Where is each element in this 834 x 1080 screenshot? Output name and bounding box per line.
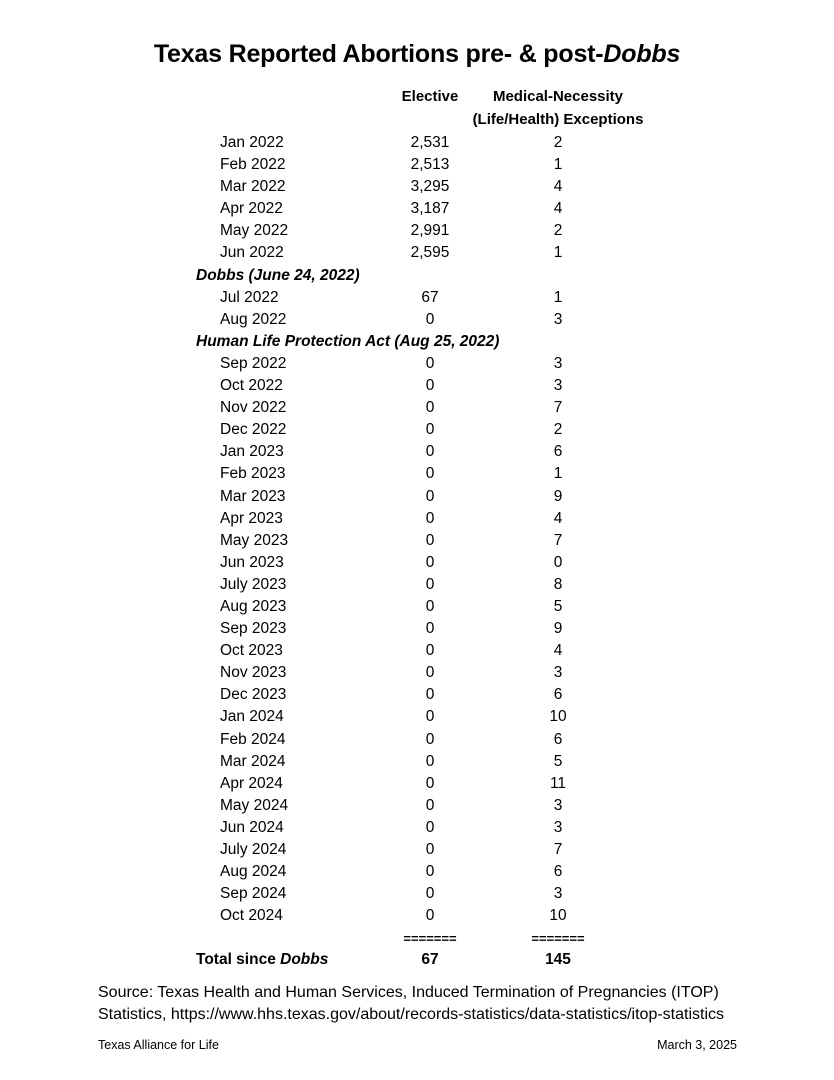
- month-cell: Nov 2022: [220, 399, 287, 417]
- month-cell: Jun 2023: [220, 553, 284, 571]
- month-cell: Feb 2022: [220, 156, 286, 174]
- column-header-exceptions-line2: (Life/Health) Exceptions: [472, 111, 644, 128]
- exceptions-cell: 10: [549, 907, 567, 925]
- elective-cell: 0: [425, 597, 435, 615]
- exceptions-cell: 1: [553, 465, 563, 483]
- elective-cell: 0: [425, 575, 435, 593]
- exceptions-cell: 3: [553, 818, 563, 836]
- month-cell: May 2023: [220, 531, 289, 549]
- source-line-1: Source: Texas Health and Human Services, Induced Termination of Pregnancies (ITOP): [98, 984, 719, 1001]
- table-row: [0, 375, 834, 397]
- elective-cell: 0: [425, 708, 435, 726]
- month-cell: Mar 2023: [220, 487, 286, 505]
- month-cell: Sep 2024: [220, 885, 287, 903]
- exceptions-cell: 5: [553, 597, 563, 615]
- table-row: [0, 618, 834, 640]
- table-row: [0, 662, 834, 684]
- table-row: [0, 883, 834, 905]
- table-row: [0, 905, 834, 927]
- elective-cell: 0: [425, 443, 435, 461]
- month-cell: Aug 2022: [220, 310, 287, 328]
- total-label-text: Total since: [196, 951, 281, 968]
- exceptions-cell: 6: [553, 443, 563, 461]
- footer-organization: Texas Alliance for Life: [98, 1038, 219, 1052]
- page-title: [0, 40, 834, 69]
- table-row: [0, 220, 834, 242]
- month-cell: May 2024: [220, 796, 289, 814]
- section-note: [0, 331, 834, 353]
- column-header-elective: Elective: [401, 88, 459, 105]
- month-cell: Apr 2022: [220, 200, 283, 218]
- source-citation: [98, 982, 818, 1026]
- exceptions-cell: 4: [553, 200, 563, 218]
- section-note-text: Dobbs (June 24, 2022): [196, 266, 360, 284]
- month-cell: Oct 2023: [220, 642, 283, 660]
- elective-cell: 0: [425, 863, 435, 881]
- month-cell: Oct 2024: [220, 907, 283, 925]
- exceptions-cell: 2: [553, 222, 563, 240]
- month-cell: Feb 2024: [220, 730, 286, 748]
- elective-cell: 0: [425, 421, 435, 439]
- elective-cell: 0: [425, 774, 435, 792]
- elective-cell: 0: [425, 553, 435, 571]
- month-cell: Dec 2023: [220, 686, 287, 704]
- exceptions-cell: 3: [553, 796, 563, 814]
- elective-cell: 3,295: [410, 178, 450, 196]
- table-row: [0, 530, 834, 552]
- elective-cell: 0: [425, 818, 435, 836]
- table-row: [0, 132, 834, 154]
- title-italic-text: Dobbs: [603, 40, 681, 68]
- column-header-exceptions-line1: Medical-Necessity: [492, 88, 624, 105]
- exceptions-cell: 4: [553, 178, 563, 196]
- month-cell: Apr 2024: [220, 774, 283, 792]
- month-cell: Aug 2023: [220, 597, 287, 615]
- table-row: [0, 154, 834, 176]
- exceptions-cell: 2: [553, 421, 563, 439]
- month-cell: Mar 2024: [220, 752, 286, 770]
- total-label-italic: Dobbs: [280, 951, 329, 968]
- exceptions-total-separator: =======: [531, 931, 585, 946]
- table-row: [0, 552, 834, 574]
- month-cell: Dec 2022: [220, 421, 287, 439]
- exceptions-cell: 3: [553, 664, 563, 682]
- month-cell: Sep 2022: [220, 354, 287, 372]
- exceptions-cell: 3: [553, 885, 563, 903]
- table-row: [0, 486, 834, 508]
- total-label: [196, 951, 328, 969]
- exceptions-cell: 5: [553, 752, 563, 770]
- elective-cell: 67: [421, 288, 439, 306]
- elective-cell: 2,991: [410, 222, 450, 240]
- elective-cell: 0: [425, 796, 435, 814]
- elective-cell: 0: [425, 642, 435, 660]
- table-row: [0, 397, 834, 419]
- table-row: [0, 353, 834, 375]
- elective-cell: 0: [425, 620, 435, 638]
- data-table: [0, 132, 834, 927]
- table-row: [0, 684, 834, 706]
- month-cell: May 2022: [220, 222, 289, 240]
- month-cell: Jan 2022: [220, 134, 284, 151]
- table-row: [0, 198, 834, 220]
- exceptions-cell: 3: [553, 377, 563, 395]
- month-cell: Feb 2023: [220, 465, 286, 483]
- elective-cell: 0: [425, 465, 435, 483]
- total-elective: 67: [421, 951, 439, 968]
- exceptions-cell: 8: [553, 575, 563, 593]
- table-row: [0, 795, 834, 817]
- elective-cell: 0: [425, 509, 435, 527]
- exceptions-cell: 11: [549, 774, 567, 792]
- table-row: [0, 441, 834, 463]
- month-cell: Jul 2022: [220, 288, 279, 306]
- month-cell: Oct 2022: [220, 377, 283, 395]
- section-note: [0, 265, 834, 287]
- exceptions-cell: 7: [553, 531, 563, 549]
- table-row: [0, 861, 834, 883]
- elective-cell: 2,513: [410, 156, 450, 174]
- exceptions-cell: 3: [553, 310, 563, 328]
- table-row: [0, 706, 834, 728]
- elective-cell: 2,531: [410, 134, 450, 151]
- table-row: [0, 508, 834, 530]
- month-cell: July 2024: [220, 841, 287, 858]
- table-row: [0, 287, 834, 309]
- elective-cell: 0: [425, 399, 435, 417]
- elective-cell: 0: [425, 487, 435, 505]
- exceptions-cell: 3: [553, 354, 563, 372]
- elective-cell: 0: [425, 752, 435, 770]
- table-row: [0, 839, 834, 861]
- elective-cell: 0: [425, 686, 435, 704]
- month-cell: Nov 2023: [220, 664, 287, 682]
- elective-cell: 0: [425, 377, 435, 395]
- table-row: [0, 176, 834, 198]
- month-cell: Jun 2022: [220, 244, 284, 262]
- exceptions-cell: 6: [553, 686, 563, 704]
- table-row: [0, 309, 834, 331]
- month-cell: Jan 2024: [220, 708, 284, 726]
- elective-cell: 0: [425, 310, 435, 328]
- table-row: [0, 817, 834, 839]
- table-row: [0, 751, 834, 773]
- footer-date: March 3, 2025: [657, 1038, 737, 1052]
- exceptions-cell: 4: [553, 642, 563, 660]
- table-row: [0, 242, 834, 264]
- exceptions-cell: 1: [553, 288, 563, 306]
- source-line-2: Statistics, https://www.hhs.texas.gov/about/records-statistics/data-statistics/itop-statistics: [98, 1006, 725, 1023]
- month-cell: July 2023: [220, 575, 287, 593]
- month-cell: Jun 2024: [220, 818, 284, 836]
- elective-cell: 0: [425, 354, 435, 372]
- table-row: [0, 729, 834, 751]
- month-cell: Sep 2023: [220, 620, 287, 638]
- exceptions-cell: 2: [553, 134, 563, 151]
- table-row: [0, 773, 834, 795]
- elective-cell: 0: [425, 531, 435, 549]
- elective-cell: 0: [425, 841, 435, 858]
- elective-cell: 0: [425, 885, 435, 903]
- elective-cell: 3,187: [410, 200, 450, 218]
- elective-total-separator: =======: [403, 931, 457, 946]
- exceptions-cell: 1: [553, 244, 563, 262]
- elective-cell: 0: [425, 664, 435, 682]
- table-row: [0, 574, 834, 596]
- exceptions-cell: 4: [553, 509, 563, 527]
- exceptions-cell: 6: [553, 863, 563, 881]
- exceptions-cell: 7: [553, 399, 563, 417]
- table-row: [0, 463, 834, 485]
- table-row: [0, 640, 834, 662]
- exceptions-cell: 6: [553, 730, 563, 748]
- exceptions-cell: 1: [553, 156, 563, 174]
- table-row: [0, 419, 834, 441]
- elective-cell: 0: [425, 907, 435, 925]
- section-note-text: Human Life Protection Act (Aug 25, 2022): [196, 332, 500, 350]
- table-row: [0, 596, 834, 618]
- exceptions-cell: 7: [553, 841, 563, 858]
- elective-cell: 2,595: [410, 244, 450, 262]
- exceptions-cell: 10: [549, 708, 567, 726]
- elective-cell: 0: [425, 730, 435, 748]
- exceptions-cell: 9: [553, 620, 563, 638]
- month-cell: Aug 2024: [220, 863, 287, 881]
- month-cell: Jan 2023: [220, 443, 284, 461]
- month-cell: Mar 2022: [220, 178, 286, 196]
- month-cell: Apr 2023: [220, 509, 283, 527]
- title-text: Texas Reported Abortions pre- & post-: [153, 40, 604, 68]
- total-exceptions: 145: [545, 951, 571, 968]
- exceptions-cell: 9: [553, 487, 563, 505]
- exceptions-cell: 0: [553, 553, 563, 571]
